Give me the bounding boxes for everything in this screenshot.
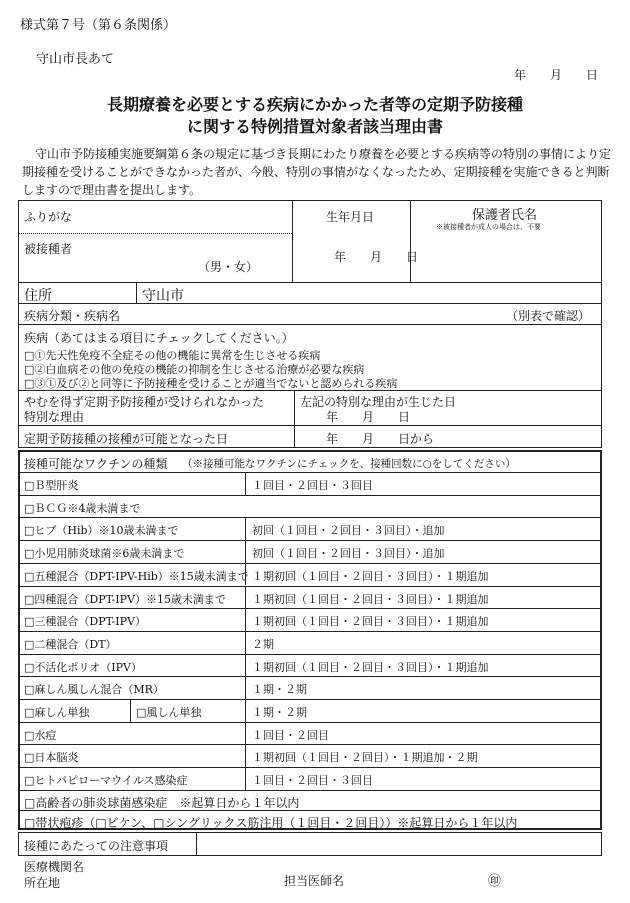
vaccine-doses[interactable]: １期・２期 xyxy=(252,706,307,719)
vaccine-name[interactable]: □ヒトパピローマウイルス感染症 xyxy=(24,774,188,788)
submission-date[interactable]: 年 月 日 xyxy=(514,68,599,82)
disease-heading: 疾病（あてはまる項目にチェックしてください。） xyxy=(24,331,294,345)
vaccine-name[interactable]: □五種混合（DPT-IPV-Hib）※15歳未満まで xyxy=(24,569,249,583)
reason-label-line1: やむを得ず定期予防接種が受けられなかった xyxy=(24,395,265,409)
vaccine-doses[interactable]: １回目・２回目・３回目 xyxy=(252,479,373,492)
vaccine-doses[interactable]: ２期 xyxy=(252,637,274,651)
vaccine-name[interactable]: □小児用肺炎球菌※6歳未満まで xyxy=(24,547,185,561)
notes-label: 接種にあたっての注意事項 xyxy=(24,839,169,853)
disease-note: （別表で確認） xyxy=(506,309,591,323)
clinic-name-label: 医療機関名 xyxy=(24,860,85,874)
vaccine-doses[interactable]: １期初回（１回目・２回目・３回目）・１期追加 xyxy=(252,615,489,629)
clinic-location-label: 所在地 xyxy=(24,876,61,890)
vaccine-doses[interactable]: １期初回（１回目・２回目・３回目）・１期追加 xyxy=(252,660,489,674)
possible-date-label: 定期予防接種の接種が可能となった日 xyxy=(24,432,229,446)
form-number: 様式第７号（第６条関係） xyxy=(20,18,177,33)
sex-selector[interactable]: （男・女） xyxy=(198,260,259,274)
recipient-name-field[interactable] xyxy=(60,238,280,258)
vaccine-name[interactable]: □二種混合（DT） xyxy=(24,637,117,651)
reason-label-line2: 特別な理由 xyxy=(24,410,85,424)
seal-mark: ㊞ xyxy=(488,874,502,889)
reason-date-label: 左記の特別な理由が生じた日 xyxy=(300,395,457,409)
vaccine-heading-note: （※接種可能なワクチンにチェックを、接種回数に○をしてください） xyxy=(182,458,516,470)
vaccine-name[interactable]: □不活化ポリオ（IPV） xyxy=(24,660,142,674)
vaccine-name-secondary[interactable]: □風しん単独 xyxy=(136,706,202,719)
vaccine-doses[interactable]: １期・２期 xyxy=(252,683,307,697)
address-value[interactable]: 守山市 xyxy=(142,288,184,304)
recipient-name-label: 被接種者 xyxy=(24,242,73,256)
vaccine-name[interactable]: □Ｂ型肝炎 xyxy=(24,479,79,492)
birth-date-value[interactable]: 年 月 日 xyxy=(334,250,419,264)
disease-option-1[interactable]: □①先天性免疫不全症その他の機能に異常を生じさせる疾病 xyxy=(24,349,321,362)
disease-option-2[interactable]: □②白血病その他の免疫の機能の抑制を生じさせる治療が必要な疾病 xyxy=(24,363,365,376)
document-title-line1: 長期療養を必要とする疾病にかかった者等の定期予防接種 xyxy=(106,95,523,114)
vaccine-doses[interactable]: 初回（１回目・２回目・３回目）・追加 xyxy=(252,547,445,561)
vaccine-name[interactable]: □麻しん風しん混合（MR） xyxy=(24,683,164,697)
vaccine-name[interactable]: □麻しん単独 xyxy=(24,706,90,719)
vaccine-doses[interactable]: １回目・２回目 xyxy=(252,728,329,742)
document-title-line2: に関する特例措置対象者該当理由書 xyxy=(186,117,443,136)
possible-date-value[interactable]: 年 月 日から xyxy=(326,432,435,446)
shingles-option[interactable]: □帯状疱疹（□ビケン、□シングリックス筋注用（１回目・２回目））※起算日から１年以内 xyxy=(24,816,518,830)
reason-date-value[interactable]: 年 月 日 xyxy=(326,410,411,424)
vaccine-name[interactable]: □四種混合（DPT-IPV）※15歳未満まで xyxy=(24,592,226,606)
vaccine-name[interactable]: □ヒブ（Hib）※10歳未満まで xyxy=(24,524,179,538)
vaccine-doses[interactable]: 初回（１回目・２回目・３回目）・追加 xyxy=(252,524,445,538)
address-label: 住所 xyxy=(24,288,52,304)
disease-option-3[interactable]: □③①及び②と同等に予防接種を受けることが適当でないと認められる疾病 xyxy=(24,377,398,390)
vaccine-name[interactable]: □三種混合（DPT-IPV） xyxy=(24,615,146,629)
vaccine-heading: 接種可能なワクチンの種類 xyxy=(24,457,168,471)
guardian-label: 保護者氏名 xyxy=(472,208,538,223)
intro-paragraph: 守山市予防接種実施要綱第６条の規定に基づき長期にわたり療養を必要とする疾病等の特別の事情により定期接種を受けることができなかった者が、今般、特別の事情がなくなったため、定期接種を実施できると判断しますので理由書を提出します。 xyxy=(22,147,612,197)
notes-field[interactable] xyxy=(200,834,598,854)
vaccine-doses[interactable]: １期初回（１回目・２回目・３回目）・１期追加 xyxy=(252,592,489,606)
furigana-label: ふりがな xyxy=(24,210,73,224)
vaccine-doses[interactable]: １回目・２回目・３回目 xyxy=(252,774,373,788)
vaccine-name[interactable]: □水痘 xyxy=(24,728,57,742)
birth-date-label: 生年月日 xyxy=(326,210,375,224)
vaccine-doses[interactable]: １期初回（１回目・２回目・３回目）・１期追加 xyxy=(252,569,489,583)
guardian-note: ※被接種者が成人の場合は、不要 xyxy=(436,223,541,231)
addressee: 守山市長あて xyxy=(36,52,115,67)
elderly-pneumococcal-option[interactable]: □高齢者の肺炎球菌感染症 ※起算日から１年以内 xyxy=(24,796,300,810)
doctor-name-label: 担当医師名 xyxy=(284,874,345,888)
guardian-name-field[interactable] xyxy=(414,236,598,276)
vaccine-name[interactable]: □日本脳炎 xyxy=(24,751,79,765)
vaccine-name[interactable]: □ＢＣＧ※4歳未満まで xyxy=(24,501,141,515)
vaccine-doses[interactable]: １期初回（１回目・２回目）・１期追加・２期 xyxy=(252,751,478,765)
disease-category-label: 疾病分類・疾病名 xyxy=(24,309,121,323)
